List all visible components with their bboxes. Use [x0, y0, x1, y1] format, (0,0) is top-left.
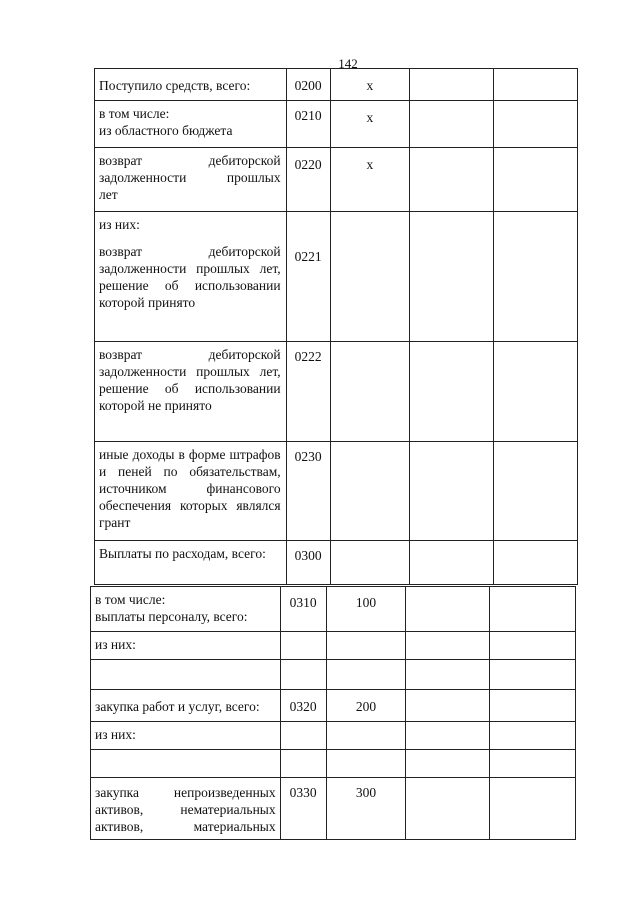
empty-cell [410, 148, 494, 211]
table-row [90, 690, 576, 722]
report-table-part-1 [94, 68, 578, 585]
row-code: 0320 [281, 690, 327, 721]
report-table-part-2 [90, 586, 576, 840]
row-value: х [331, 69, 411, 100]
row-value: 100 [327, 587, 407, 631]
row-label: Поступило средств, всего: [95, 69, 287, 100]
row-label: из них: [91, 722, 281, 749]
page-number: 142 [338, 56, 358, 71]
empty-cell [406, 778, 490, 839]
row-label-line: из областного бюджета [99, 123, 233, 138]
row-code [281, 722, 327, 749]
row-label [91, 660, 281, 689]
empty-cell [410, 442, 494, 540]
row-label: закупка непроизведенных активов, нематериальных активов, материальных [91, 778, 281, 839]
row-code: 0300 [287, 541, 331, 584]
empty-cell [410, 541, 494, 584]
table-row [94, 212, 578, 342]
row-code [281, 660, 327, 689]
row-value [331, 342, 411, 441]
row-label [95, 148, 287, 211]
row-label-line: лет [99, 187, 118, 202]
empty-cell [494, 148, 578, 211]
row-code: 0330 [281, 778, 327, 839]
empty-cell [490, 778, 576, 839]
empty-cell [494, 342, 578, 441]
row-code [281, 750, 327, 777]
row-label [95, 101, 287, 147]
empty-cell [406, 660, 490, 689]
table-row [94, 101, 578, 148]
row-code: 0222 [287, 342, 331, 441]
empty-cell [490, 750, 576, 777]
row-value: х [331, 148, 411, 211]
table-row [94, 541, 578, 585]
empty-cell [494, 442, 578, 540]
table-row [90, 722, 576, 750]
row-label-line: задолженности прошлых [99, 170, 281, 185]
empty-cell [406, 587, 490, 631]
table-row [90, 632, 576, 660]
empty-cell [490, 587, 576, 631]
row-code [281, 632, 327, 659]
row-value [331, 541, 411, 584]
row-label-text: возврат дебиторской задолженности прошлых лет, решение об использовании которой принято [99, 244, 281, 310]
empty-cell [490, 722, 576, 749]
row-value: х [331, 101, 411, 147]
row-value [331, 212, 411, 341]
table-row [90, 778, 576, 840]
empty-cell [410, 69, 494, 100]
table-row [94, 342, 578, 442]
row-label: иные доходы в форме штрафов и пеней по обязательствам, источником финансового обеспечения которых являлся грант [95, 442, 287, 540]
empty-cell [494, 101, 578, 147]
row-code: 0221 [287, 212, 331, 341]
table-row [94, 68, 578, 101]
empty-cell [406, 722, 490, 749]
empty-cell [406, 632, 490, 659]
row-label-line: в том числе: [95, 592, 166, 607]
row-code: 0210 [287, 101, 331, 147]
row-code: 0220 [287, 148, 331, 211]
row-label-line: в том числе: [99, 106, 170, 121]
row-heading: из них: [99, 217, 140, 232]
table-row [90, 750, 576, 778]
row-label: из них: [91, 632, 281, 659]
row-code: 0310 [281, 587, 327, 631]
row-value: 200 [327, 690, 407, 721]
empty-cell [406, 690, 490, 721]
empty-cell [494, 69, 578, 100]
row-label: Выплаты по расходам, всего: [95, 541, 287, 584]
empty-cell [490, 632, 576, 659]
row-label [91, 750, 281, 777]
row-label: закупка работ и услуг, всего: [91, 690, 281, 721]
row-value [327, 722, 407, 749]
row-label: возврат дебиторской задолженности прошлых лет, решение об использовании которой не принято [95, 342, 287, 441]
row-value [327, 660, 407, 689]
row-value [327, 750, 407, 777]
row-code: 0200 [287, 69, 331, 100]
empty-cell [410, 212, 494, 341]
empty-cell [410, 101, 494, 147]
table-row [94, 442, 578, 541]
row-value [327, 632, 407, 659]
row-label-line: возврат дебиторской [99, 153, 281, 168]
row-label [95, 212, 287, 341]
row-label-line: выплаты персоналу, всего: [95, 609, 248, 624]
table-row [90, 586, 576, 632]
empty-cell [490, 660, 576, 689]
table-row [94, 148, 578, 212]
empty-cell [406, 750, 490, 777]
row-code: 0230 [287, 442, 331, 540]
row-value: 300 [327, 778, 407, 839]
empty-cell [494, 212, 578, 341]
row-value [331, 442, 411, 540]
empty-cell [490, 690, 576, 721]
empty-cell [410, 342, 494, 441]
table-row [90, 660, 576, 690]
empty-cell [494, 541, 578, 584]
row-label [91, 587, 281, 631]
